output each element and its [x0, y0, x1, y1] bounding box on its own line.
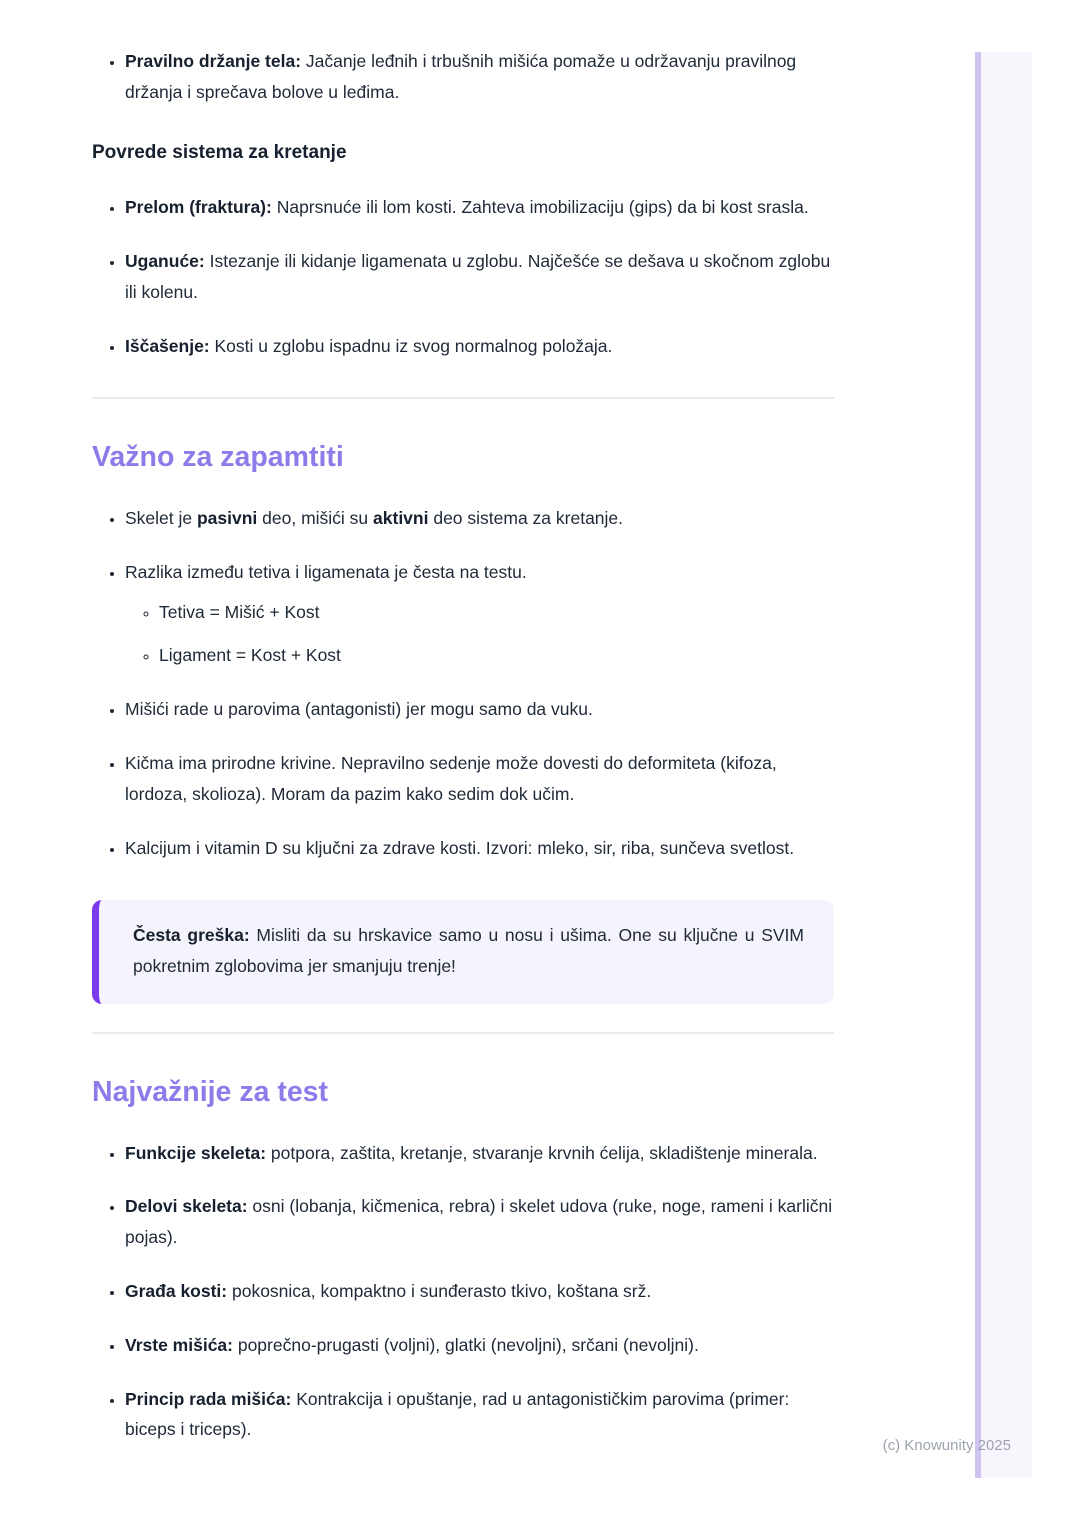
list-item — [125, 46, 834, 108]
list-item — [125, 1138, 834, 1169]
bold-term: Funkcije skeleta: — [125, 1142, 267, 1163]
test-section-heading: Najvažnije za test — [92, 1076, 329, 1109]
section-divider — [92, 397, 834, 399]
list-item — [125, 331, 834, 362]
callout-text: Misliti da su hrskavice samo u nosu i ušima. One su ključne u SVIM pokretnim zglobovima jer smanjuju trenje! — [133, 925, 804, 977]
bold-term: aktivni — [373, 508, 429, 529]
list-item — [125, 1330, 834, 1361]
item-text: Kosti u zglobu ispadnu iz svog normalnog položaja. — [209, 335, 613, 356]
bold-term: Prelom (fraktura): — [125, 197, 272, 218]
section-divider — [92, 1032, 834, 1034]
callout-bold-term: Česta greška: — [133, 925, 250, 946]
bold-term: Delovi skeleta: — [125, 1196, 248, 1217]
list-item — [125, 1276, 834, 1307]
list-item — [125, 503, 834, 534]
sub-list-item: ◦ Tetiva = Mišić + Kost — [159, 597, 834, 628]
list-item: • Mišići rade u parovima (antagonisti) jer mogu samo da vuku. — [125, 694, 834, 725]
item-text: poprečno-prugasti (voljni), glatki (nevoljni), srčani (nevoljni). — [232, 1334, 699, 1355]
injuries-list — [92, 192, 834, 361]
item-text: Jačanje leđnih i trbušnih mišića pomaže u održavanju pravilnog držanja i sprečava bolove u leđima. — [125, 51, 797, 102]
list-item — [125, 192, 834, 223]
item-text: deo sistema za kretanje. — [428, 508, 624, 529]
bold-term: Princip rada mišića: — [125, 1388, 292, 1409]
item-text: Razlika između tetiva i ligamenata je česta na testu. — [125, 561, 527, 582]
footer-copyright: (c) Knowunity 2025 — [882, 1437, 1011, 1454]
item-text: osni (lobanja, kičmenica, rebra) i skelet udova (ruke, noge, rameni i karlični pojas). — [125, 1196, 833, 1248]
item-text: pokosnica, kompaktno i sunđerasto tkivo, koštana srž. — [227, 1281, 652, 1302]
injuries-heading: Povrede sistema za kretanje — [92, 141, 347, 163]
document-content — [92, 0, 834, 1468]
item-text: deo, mišići su — [257, 508, 374, 529]
list-item — [125, 1384, 834, 1446]
list-item — [125, 1191, 834, 1253]
list-item — [125, 246, 834, 308]
list-item: • Kičma ima prirodne krivine. Nepravilno sedenje može dovesti do deformiteta (kifoza, lordoza, skolioza). Moram da pazim kako sedim dok učim. — [125, 748, 834, 810]
bold-term: Pravilno držanje tela: — [125, 51, 302, 71]
list-item — [125, 557, 834, 671]
intro-list — [92, 46, 834, 108]
important-list — [92, 503, 834, 863]
item-text: Kontrakcija i opuštanje, rad u antagonističkim parovima (primer: biceps i triceps). — [125, 1388, 790, 1440]
list-item: • Kalcijum i vitamin D su ključni za zdrave kosti. Izvori: mleko, sir, riba, sunčeva svetlost. — [125, 833, 834, 864]
important-section-heading: Važno za zapamtiti — [92, 441, 344, 474]
sub-list-item: ◦ Ligament = Kost + Kost — [159, 640, 834, 671]
item-text: Skelet je — [125, 508, 197, 529]
test-list — [92, 1138, 834, 1446]
bold-term: Građa kosti: — [125, 1281, 228, 1302]
sub-list — [125, 597, 834, 672]
item-text: Istezanje ili kidanje ligamenata u zglobu. Najčešće se dešava u skočnom zglobu ili kolenu. — [125, 251, 831, 302]
bold-term: Uganuće: — [125, 251, 205, 272]
item-text: potpora, zaštita, kretanje, stvaranje krvnih ćelija, skladištenje minerala. — [266, 1142, 818, 1163]
bold-term: pasivni — [196, 508, 258, 529]
item-text: Naprsnuće ili lom kosti. Zahteva imobilizaciju (gips) da bi kost srasla. — [271, 197, 809, 218]
bold-term: Vrste mišića: — [125, 1334, 233, 1355]
common-mistake-callout — [92, 900, 834, 1004]
page-edge-bar — [975, 52, 1032, 1478]
bold-term: Iščašenje: — [125, 335, 210, 356]
